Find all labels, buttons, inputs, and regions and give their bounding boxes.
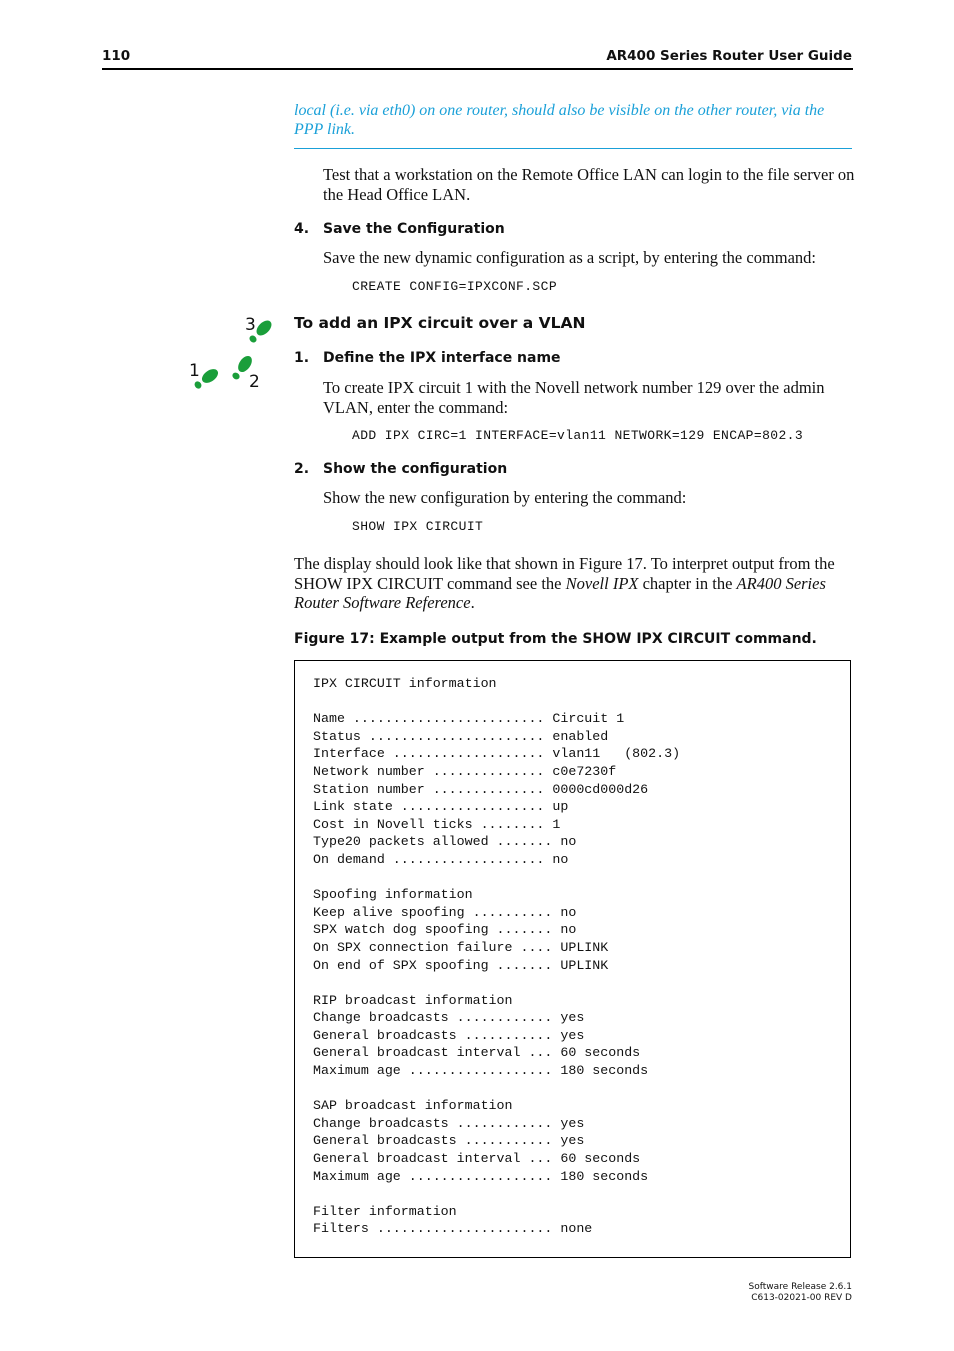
output-line: RIP broadcast information (313, 992, 513, 1008)
footer-doc-number: C613-02021-00 REV D (751, 1293, 852, 1303)
output-line: Status ...................... enabled (313, 728, 609, 744)
output-line: Cost in Novell ticks ........ 1 (313, 816, 561, 832)
section-heading: To add an IPX circuit over a VLAN (294, 314, 586, 332)
output-line: On end of SPX spoofing ....... UPLINK (313, 957, 609, 973)
output-line: Type20 packets allowed ....... no (313, 834, 577, 850)
output-line: IPX CIRCUIT information (313, 676, 497, 691)
figure-caption: Figure 17: Example output from the SHOW IPX CIRCUIT command. (294, 631, 817, 647)
step-label-2: 2 (249, 372, 260, 392)
output-line: Change broadcasts ............ yes (313, 1010, 585, 1026)
output-line: Spoofing information (313, 887, 473, 903)
footsteps-icon (186, 312, 278, 396)
output-line: Change broadcasts ............ yes (313, 1115, 585, 1131)
output-line: SPX watch dog spoofing ....... no (313, 922, 577, 938)
step-label-3: 3 (245, 315, 256, 335)
output-line: Filter information (313, 1203, 457, 1219)
output-line: Link state .................. up (313, 799, 569, 815)
command-output (313, 675, 680, 1238)
output-line: Filters ...................... none (313, 1221, 593, 1237)
step-label-1: 1 (189, 361, 200, 381)
display-text-part: chapter in the (638, 573, 737, 593)
step-number: 2. (294, 461, 310, 477)
step-text: Show the new configuration by entering the command: (323, 488, 687, 507)
page-number: 110 (102, 48, 131, 64)
display-text-part: . (470, 593, 475, 612)
step-heading: Save the Configuration (323, 221, 505, 237)
output-line: General broadcast interval ... 60 seconds (313, 1045, 641, 1061)
reference-title: AR400 Series Router Software Reference (294, 573, 826, 612)
output-line: Station number .............. 0000cd000d26 (313, 781, 649, 797)
output-line: General broadcasts ........... yes (313, 1133, 585, 1149)
command-line: ADD IPX CIRC=1 INTERFACE=vlan11 NETWORK=129 ENCAP=802.3 (352, 428, 804, 443)
display-text-part: The display should look like that shown in Figure 17. To interpret output from the SHOW IPX CIRCUIT command see the (294, 554, 835, 593)
test-paragraph: Test that a workstation on the Remote Office LAN can login to the file server on the Head Office LAN. (323, 165, 855, 204)
step-heading: Show the configuration (323, 461, 508, 477)
command-line: SHOW IPX CIRCUIT (352, 519, 484, 534)
output-line: General broadcasts ........... yes (313, 1027, 585, 1043)
display-paragraph (294, 554, 856, 613)
step-heading: Define the IPX interface name (323, 350, 561, 366)
reference-title: Novell IPX (565, 573, 639, 593)
output-line: On SPX connection failure .... UPLINK (313, 939, 609, 955)
note-text: local (i.e. via eth0) on one router, should also be visible on the other router, via the PPP link. (294, 102, 825, 138)
output-line: Maximum age .................. 180 seconds (313, 1063, 649, 1079)
output-line: On demand ................... no (313, 851, 569, 867)
output-line: Name ........................ Circuit 1 (313, 711, 625, 727)
output-line: SAP broadcast information (313, 1098, 513, 1114)
step-number: 4. (294, 221, 310, 237)
footer-release: Software Release 2.6.1 (748, 1282, 852, 1292)
step-text: To create IPX circuit 1 with the Novell network number 129 over the admin VLAN, enter the command: (323, 378, 825, 417)
guide-title: AR400 Series Router User Guide (606, 48, 852, 64)
command-line: CREATE CONFIG=IPXCONF.SCP (352, 279, 558, 294)
step-text: Save the new dynamic configuration as a script, by entering the command: (323, 248, 817, 267)
output-line: General broadcast interval ... 60 seconds (313, 1151, 641, 1167)
step-number: 1. (294, 350, 310, 366)
note-rule (294, 148, 852, 149)
header-rule (102, 68, 853, 70)
output-line: Interface ................... vlan11 (802.3) (313, 746, 681, 762)
output-line: Network number .............. c0e7230f (313, 763, 617, 779)
output-line: Keep alive spoofing .......... no (313, 904, 577, 920)
output-line: Maximum age .................. 180 seconds (313, 1168, 649, 1184)
